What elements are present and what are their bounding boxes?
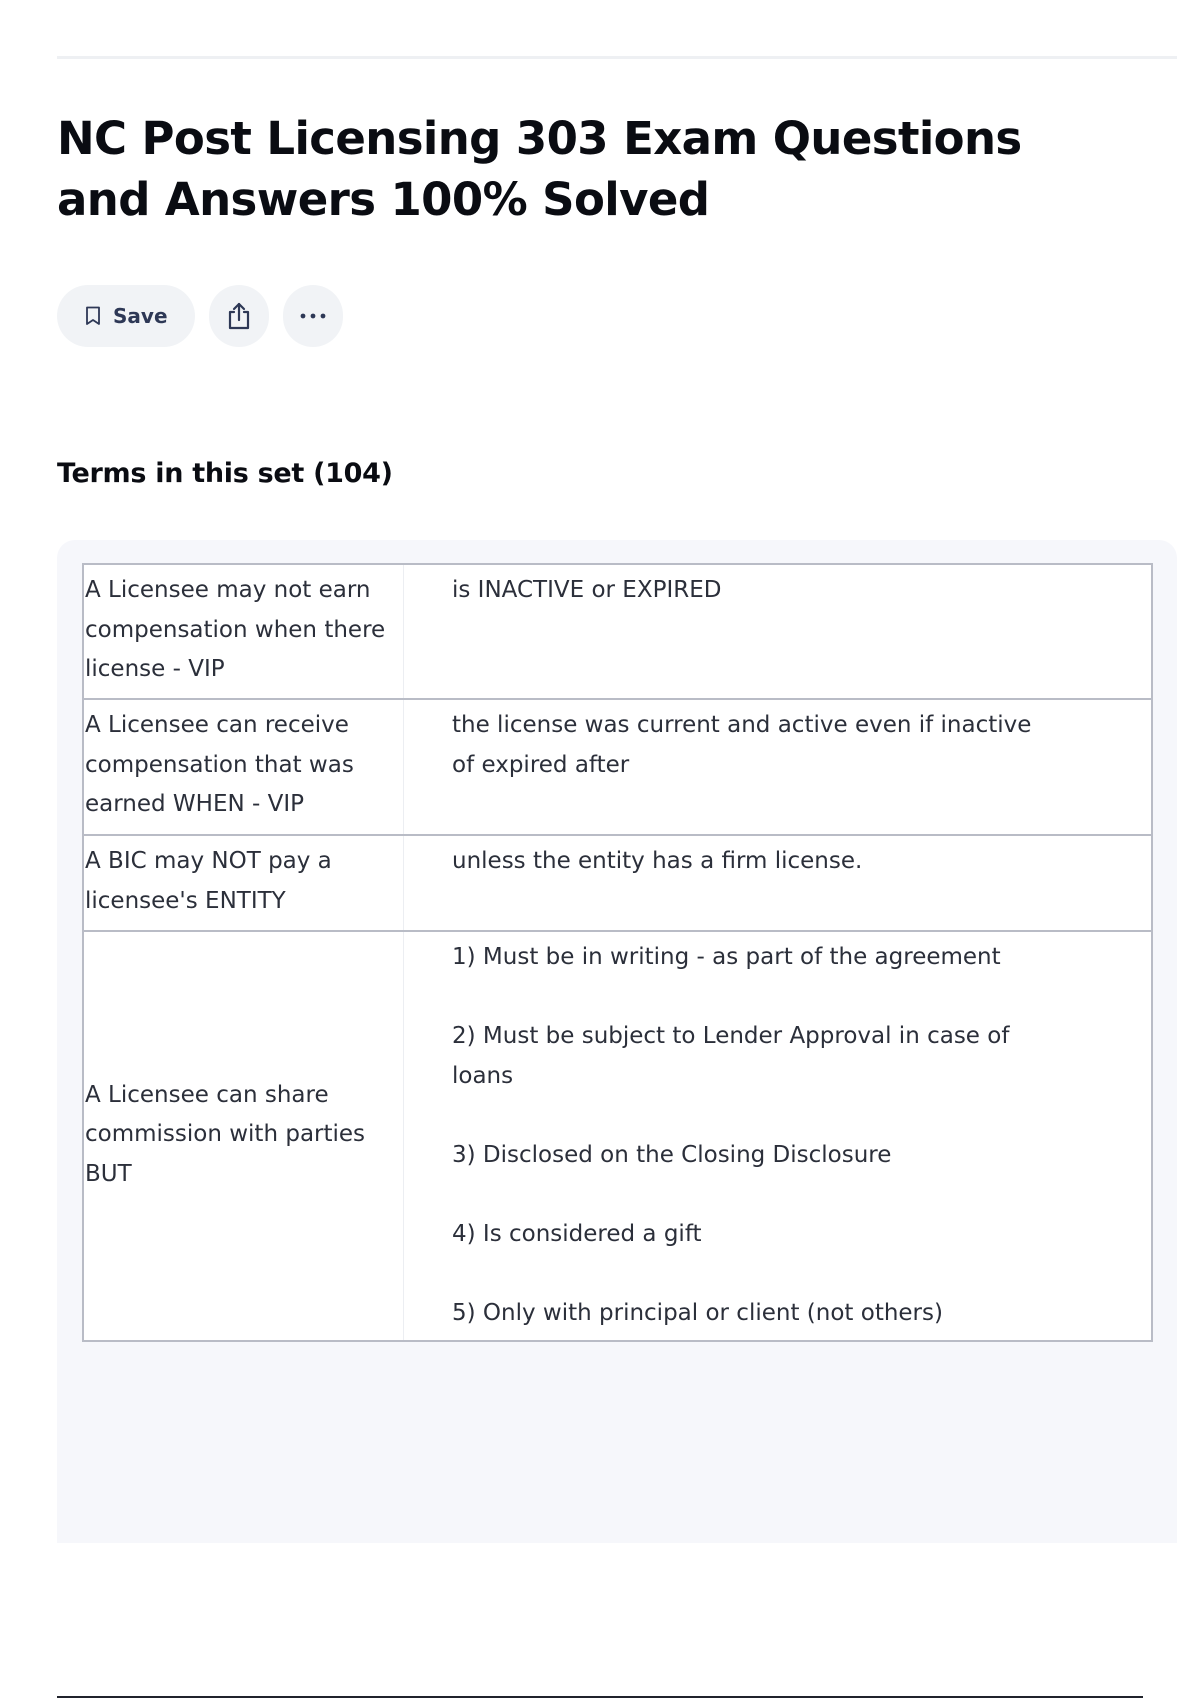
terms-heading: Terms in this set (104) <box>57 458 393 489</box>
term-text: A Licensee may not earn compensation when there license - VIP <box>84 565 404 698</box>
definition-line: 1) Must be in writing - as part of the agreement <box>452 944 1001 970</box>
term-row <box>82 834 1153 932</box>
term-text: A Licensee can share commission with parties BUT <box>84 932 404 1340</box>
term-text: A Licensee can receive compensation that was earned WHEN - VIP <box>84 700 404 834</box>
term-row <box>82 930 1153 1342</box>
page-title: NC Post Licensing 303 Exam Questions and Answers 100% Solved <box>57 112 1022 226</box>
bottom-divider <box>57 1696 1143 1698</box>
definition-line: 3) Disclosed on the Closing Disclosure <box>452 1141 892 1168</box>
definition-line: 2) Must be subject to Lender Approval in case of loans <box>452 1023 1010 1089</box>
share-button[interactable] <box>209 285 269 347</box>
top-divider <box>57 56 1177 59</box>
terms-table <box>82 563 1153 1340</box>
more-horizontal-icon <box>298 312 328 320</box>
definition-text <box>404 565 1151 698</box>
definition-line: is INACTIVE or EXPIRED <box>452 577 722 603</box>
definition-line: the license was current and active even if inactive of expired after <box>452 712 1032 778</box>
definition-line: unless the entity has a firm license. <box>452 848 863 874</box>
term-row <box>82 563 1153 700</box>
save-button-label: Save <box>113 304 168 328</box>
action-bar <box>57 285 343 347</box>
save-button[interactable] <box>57 285 195 347</box>
definition-text <box>404 700 1151 834</box>
term-row <box>82 698 1153 836</box>
term-text: A BIC may NOT pay a licensee's ENTITY <box>84 836 404 930</box>
definition-line: 5) Only with principal or client (not others) <box>452 1299 943 1326</box>
definition-line: 4) Is considered a gift <box>452 1220 702 1247</box>
bookmark-icon <box>85 306 101 326</box>
definition-text <box>404 836 1151 930</box>
definition-text <box>404 932 1151 1340</box>
share-icon <box>225 301 253 331</box>
more-options-button[interactable] <box>283 285 343 347</box>
